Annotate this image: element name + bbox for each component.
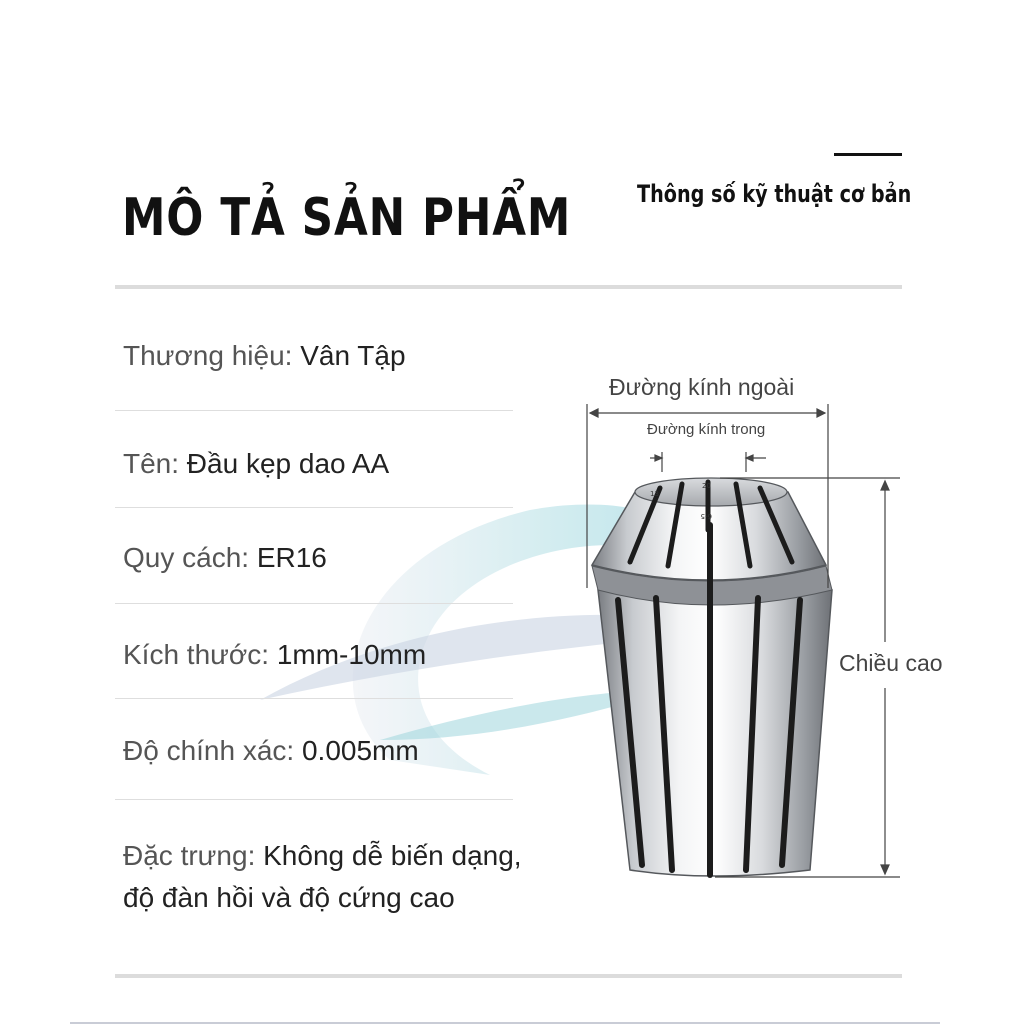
height-label: Chiều cao [839,650,943,676]
row-divider [115,799,513,800]
spec-precision-label: Độ chính xác: [123,735,295,766]
spec-feature-label: Đặc trưng: [123,840,256,871]
collet-mark-13: 13 [650,490,659,498]
row-divider [115,603,513,604]
header-divider [115,285,902,289]
spec-size-label: Kích thước: [123,639,270,670]
row-divider [115,698,513,699]
subtitle-accent-rule [834,153,902,156]
spec-feature [123,834,522,878]
spec-size-value: 1mm-10mm [269,639,427,670]
spec-model [123,536,327,580]
spec-name-value: Đầu kẹp dao AA [179,448,390,479]
collet-mark-20: 20 [702,482,711,490]
row-divider [115,410,513,411]
inner-diameter-label: Đường kính trong [647,421,766,438]
outer-diameter-label: Đường kính ngoài [609,374,795,400]
spec-brand-label: Thương hiệu: [123,340,293,371]
spec-precision [123,729,419,773]
bottom-divider [115,974,902,978]
spec-brand-value: Vân Tập [292,340,406,371]
er-collet-image [560,470,840,890]
spec-feature-line2 [123,876,455,920]
spec-name-label: Tên: [123,448,180,479]
collet-mark-size: 6-5 [700,512,712,520]
spec-brand [123,334,406,378]
spec-model-value: ER16 [249,542,327,573]
spec-feature-value-line2: độ đàn hồi và độ cứng cao [123,882,455,913]
spec-name [123,442,389,486]
spec-feature-value: Không dễ biến dạng, [255,840,522,871]
page-title: MÔ TẢ SẢN PHẨM [122,188,572,248]
spec-model-label: Quy cách: [123,542,250,573]
row-divider [115,507,513,508]
spec-size [123,633,426,677]
spec-precision-value: 0.005mm [294,735,419,766]
page-subtitle: Thông số kỹ thuật cơ bản [637,180,912,208]
